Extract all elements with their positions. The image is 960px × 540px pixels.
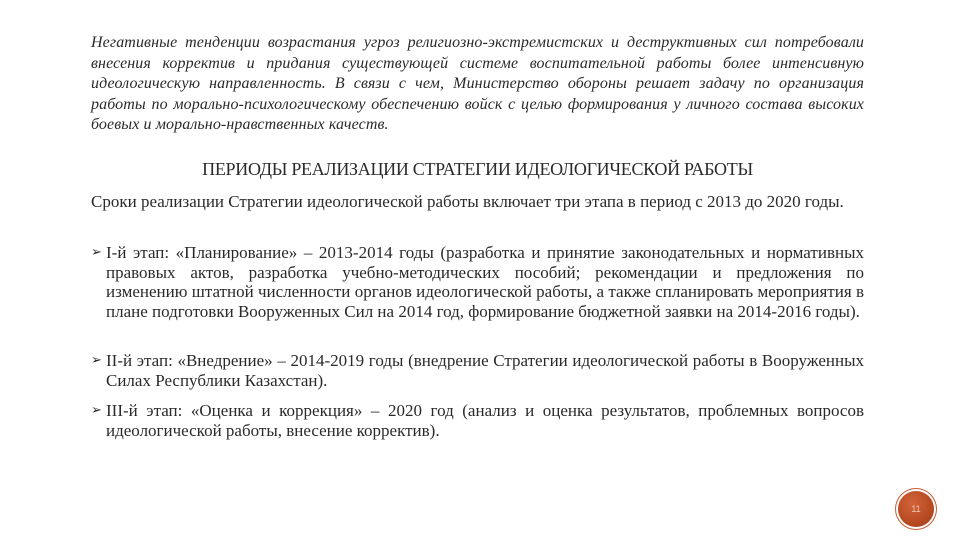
arrow-bullet-icon: ➢ <box>91 353 102 368</box>
section-title: ПЕРИОДЫ РЕАЛИЗАЦИИ СТРАТЕГИИ ИДЕОЛОГИЧЕСКОЙ РАБОТЫ <box>202 159 753 179</box>
page-number-badge: 11 <box>898 491 934 527</box>
stage-text: III-й этап: «Оценка и коррекция» – 2020 год (анализ и оценка результатов, проблемных вопросов идеологической работы, внесение корректив). <box>106 401 864 440</box>
intro-paragraph: Негативные тенденции возрастания угроз религиозно-экстремистских и деструктивных сил потребовали внесения корректив и придания существующей системе воспитательной работы более интенсивную идеологическую направленность. В связи с чем, Министерство обороны решает задачу по организация работы по морально-психологическому обеспечению войск с целью формирования у личного состава высоких боевых и морально-нравственных качеств. <box>91 34 864 133</box>
arrow-bullet-icon: ➢ <box>91 245 102 260</box>
arrow-bullet-icon: ➢ <box>91 403 102 418</box>
stage-text: II-й этап: «Внедрение» – 2014-2019 годы (внедрение Стратегии идеологической работы в Вооруженных Силах Республики Казахстан). <box>106 351 864 390</box>
stage-item-1 <box>91 243 864 321</box>
stage-item-3 <box>91 401 864 440</box>
stage-text: I-й этап: «Планирование» – 2013-2014 годы (разработка и принятие законодательных и нормативных правовых актов, разработка учебно-методических пособий; рекомендации и предложения по изменению штатной численности органов идеологической работы, а также спланировать мероприятия в плане подготовки Вооруженных Сил на 2014 год, формирование бюджетной заявки на 2014-2016 годы). <box>106 243 864 321</box>
lead-paragraph: Сроки реализации Стратегии идеологической работы включает три этапа в период с 2013 до 2020 годы. <box>91 192 844 211</box>
stage-item-2 <box>91 351 864 390</box>
